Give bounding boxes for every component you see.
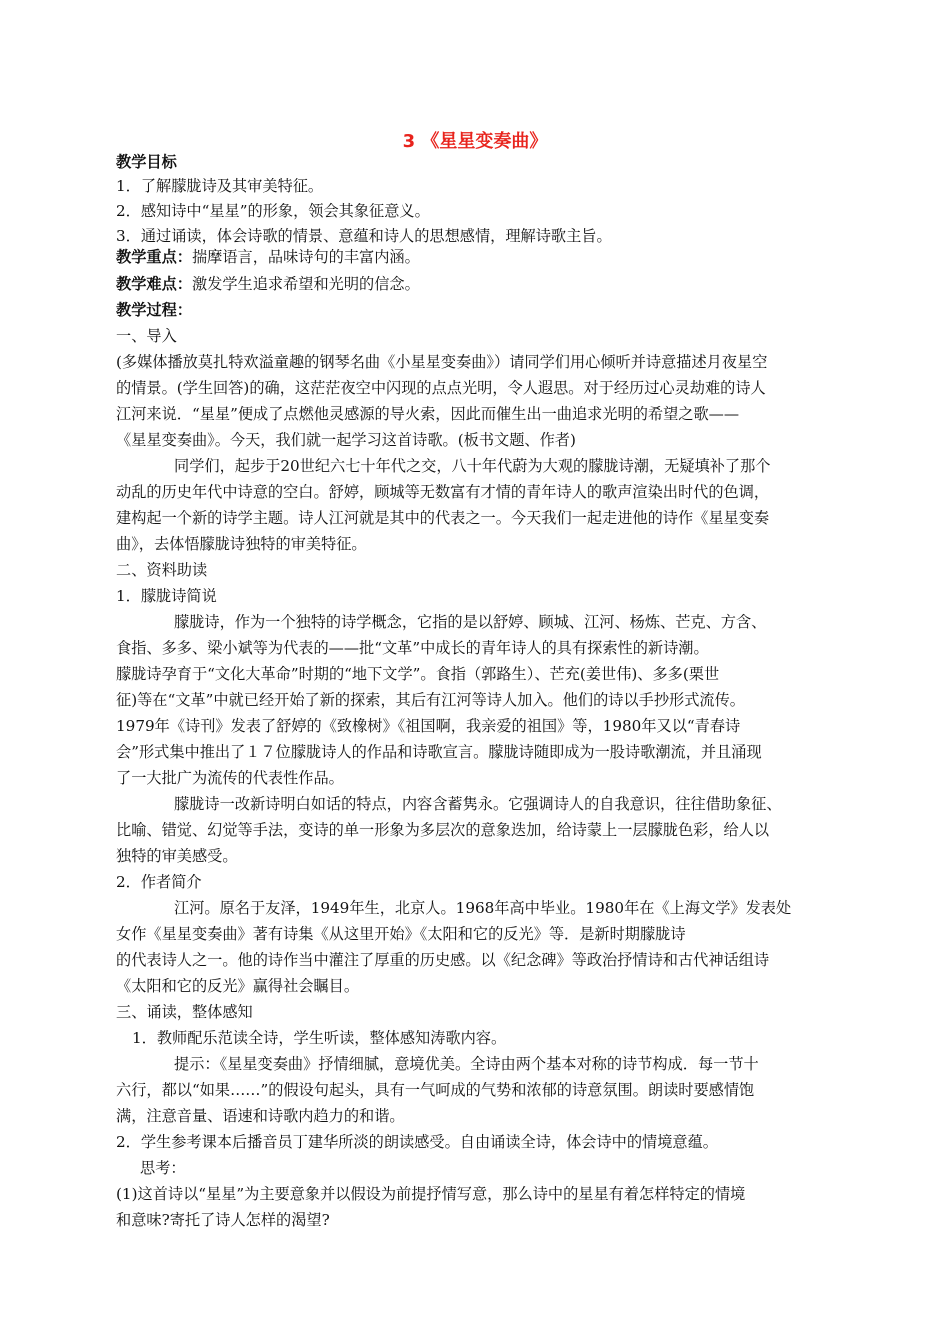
paragraph-line: 朦胧诗，作为一个独特的诗学概念，它指的是以舒婷、顾城、江河、杨炼、芒克、方含、 <box>174 613 767 631</box>
paragraph-line: 的代表诗人之一。他的诗作当中灌注了厚重的历史感。以《纪念碑》等政治抒情诗和古代神话组诗 <box>116 951 770 969</box>
paragraph-line: 《星星变奏曲》。今天，我们就一起学习这首诗歌。(板书文题、作者) <box>116 431 576 449</box>
paragraph-line: 1．教师配乐范读全诗，学生听读，整体感知涛歌内容。 <box>132 1029 507 1047</box>
difficulty-line <box>116 273 876 295</box>
section-intro: 一、导入 <box>116 327 177 345</box>
key-point-line <box>116 246 876 268</box>
key-point-text: 揣摩语言，品味诗句的丰富内涵。 <box>191 248 420 266</box>
objective-3: 3．通过诵读，体会诗歌的情景、意蕴和诗人的思想感情，理解诗歌主旨。 <box>116 227 612 245</box>
paragraph-line: 同学们，起步于20世纪六七十年代之交，八十年代蔚为大观的朦胧诗潮，无疑填补了那个 <box>174 457 771 475</box>
paragraph-line: 独特的审美感受。 <box>116 847 238 865</box>
key-point-label: 教学重点： <box>116 248 192 266</box>
section-reading: 三、诵读，整体感知 <box>116 1003 253 1021</box>
subsection-misty-poetry: 1．朦胧诗简说 <box>116 587 217 605</box>
paragraph-line: 2．学生参考课本后播音员丁建华所淡的朗读感受。自由诵读全诗，体会诗中的情境意蕴。 <box>116 1133 718 1151</box>
objective-2: 2．感知诗中“星星”的形象，领会其象征意义。 <box>116 202 430 220</box>
paragraph-line: 会”形式集中推出了１７位朦胧诗人的作品和诗歌宣言。朦胧诗随即成为一股诗歌潮流，并且涌现 <box>116 743 762 761</box>
section-materials: 二、资料助读 <box>116 561 208 579</box>
paragraph-line: 和意味?寄托了诗人怎样的渴望? <box>116 1211 330 1229</box>
paragraph-line: 食指、多多、梁小斌等为代表的——批“文革”中成长的青年诗人的具有探索性的新诗潮。 <box>116 639 709 657</box>
paragraph-line: (多媒体播放莫扎特欢溢童趣的钢琴名曲《小星星变奏曲》）请同学们用心倾听并诗意描述月夜星空 <box>116 353 768 371</box>
paragraph-line: 动乱的历史年代中诗意的空白。舒婷，顾城等无数富有才情的青年诗人的歌声渲染出时代的色调， <box>116 483 770 501</box>
paragraph-line: 征)等在“文革”中就已经开始了新的探索，其后有江河等诗人加入。他们的诗以手抄形式流传。 <box>116 691 745 709</box>
paragraph-line: 了一大批广为流传的代表性作品。 <box>116 769 344 787</box>
paragraph-line: 的情景。(学生回答)的确，这茫茫夜空中闪现的点点光明，令人遐思。对于经历过心灵劫难的诗人 <box>116 379 766 397</box>
paragraph-line: 提示：《星星变奏曲》抒情细腻，意境优美。全诗由两个基本对称的诗节构成．每一节十 <box>174 1055 759 1073</box>
objective-1: 1．了解朦胧诗及其审美特征。 <box>116 177 324 195</box>
document-title: 3 《星星变奏曲》 <box>402 131 548 152</box>
paragraph-line: 朦胧诗孕育于“文化大革命”时期的“地下文学”。食指（郭路生）、芒充(姜世伟)、多多(栗世 <box>116 665 720 683</box>
paragraph-line: 《太阳和它的反光》赢得社会瞩目。 <box>116 977 359 995</box>
heading-process: 教学过程： <box>116 301 192 319</box>
difficulty-text: 激发学生追求希望和光明的信念。 <box>191 275 420 293</box>
paragraph-line: (1)这首诗以“星星”为主要意象并以假设为前提抒情写意，那么诗中的星星有着怎样特定的情境 <box>116 1185 746 1203</box>
paragraph-line: 1979年《诗刊》发表了舒婷的《致橡树》《祖国啊，我亲爱的祖国》等，1980年又以“青春诗 <box>116 717 741 735</box>
paragraph-line: 比喻、错觉、幻觉等手法，变诗的单一形象为多层次的意象迭加，给诗蒙上一层朦胧色彩，给人以 <box>116 821 770 839</box>
paragraph-line: 建构起一个新的诗学主题。诗人江河就是其中的代表之一。今天我们一起走进他的诗作《星星变奏 <box>116 509 770 527</box>
heading-objectives: 教学目标 <box>116 153 177 171</box>
difficulty-label: 教学难点： <box>116 275 192 293</box>
paragraph-line: 江河。原名于友泽，1949年生，北京人。1968年高中毕业。1980年在《上海文学》发表处 <box>174 899 792 917</box>
paragraph-line: 满，注意音量、语速和诗歌内趋力的和谐。 <box>116 1107 405 1125</box>
subsection-author: 2．作者简介 <box>116 873 202 891</box>
paragraph-line: 六行，都以“如果……”的假设句起头，具有一气呵成的气势和浓郁的诗意氛围。朗读时要感情饱 <box>116 1081 755 1099</box>
paragraph-line: 曲》，去体悟朦胧诗独特的审美特征。 <box>116 535 367 553</box>
paragraph-line: 江河来说．“星星”便成了点燃他灵感源的导火索，因此而催生出一曲追求光明的希望之歌—— <box>116 405 740 423</box>
paragraph-line: 思考： <box>140 1159 186 1177</box>
paragraph-line: 女作《星星变奏曲》著有诗集《从这里开始》《太阳和它的反光》等．是新时期朦胧诗 <box>116 925 686 943</box>
paragraph-line: 朦胧诗一改新诗明白如话的特点，内容含蓄隽永。它强调诗人的自我意识，往往借助象征、 <box>174 795 782 813</box>
